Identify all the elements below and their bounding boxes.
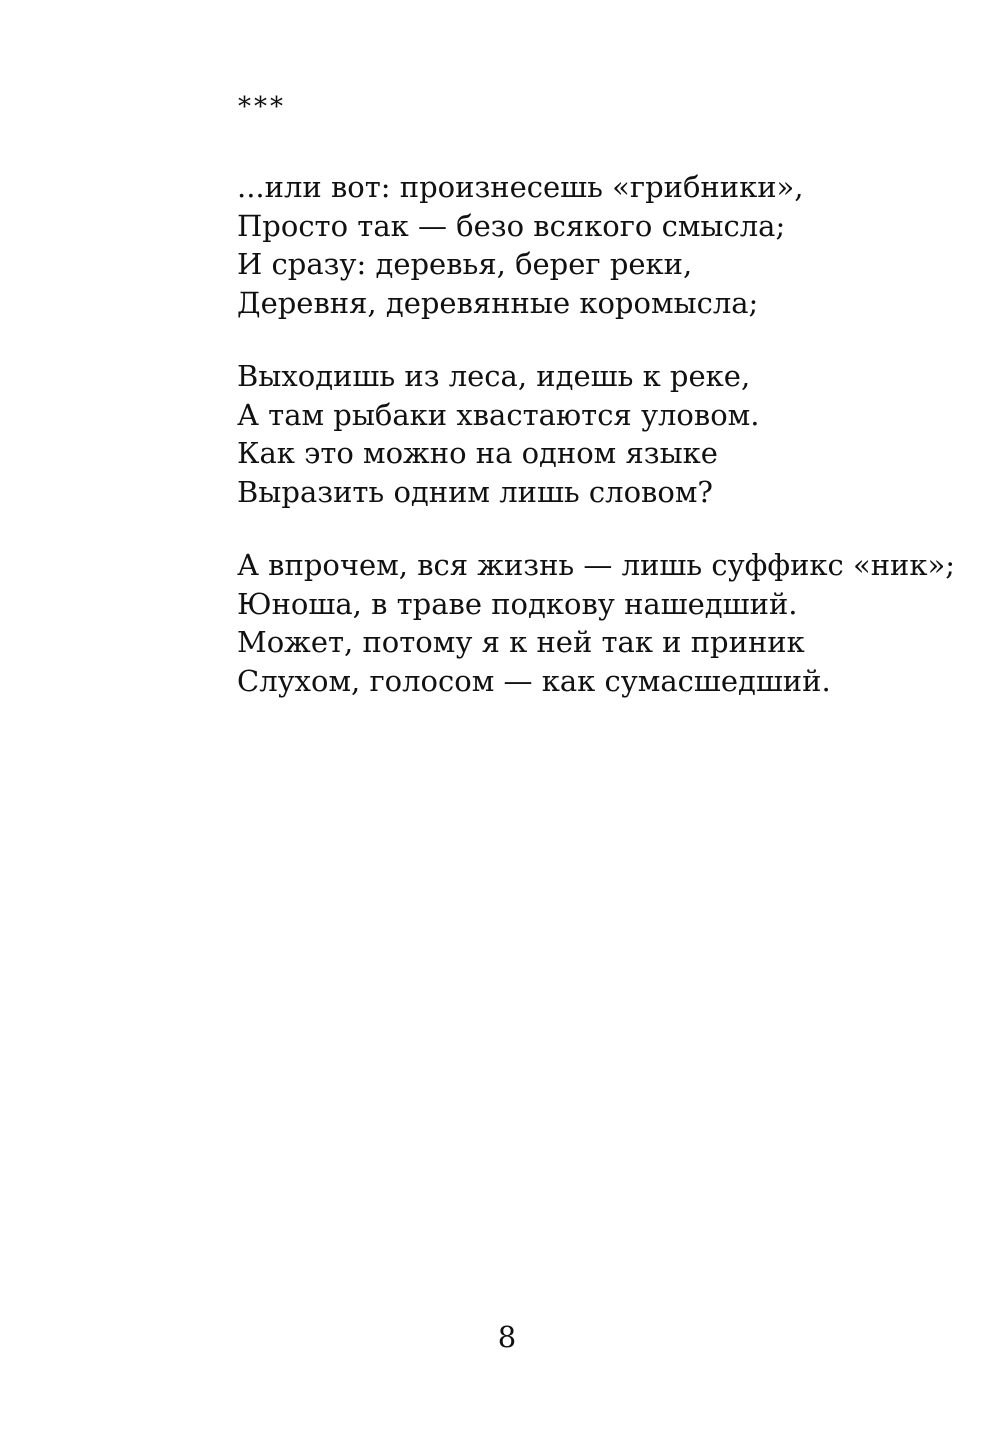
poem-line: Как это можно на одном языке	[237, 436, 718, 470]
poem-body	[237, 168, 977, 735]
poem-line: Выходишь из леса, идешь к реке,	[237, 359, 751, 393]
poem-line: Просто так — безо всякого смысла;	[237, 208, 786, 243]
poem-line: Выразить одним лишь словом?	[237, 474, 713, 509]
poem-line: ...или вот: произнесешь «грибники»,	[237, 170, 804, 204]
page-number: 8	[497, 1320, 517, 1354]
poem-line: И сразу: деревья, берег реки,	[237, 247, 693, 281]
poem-line: Может, потому я к ней так и приник	[237, 625, 805, 659]
stanza-3	[237, 546, 977, 700]
poem-line: А там рыбаки хвастаются уловом.	[237, 397, 760, 432]
poem-line: Слухом, голосом — как сумасшедший.	[237, 663, 831, 698]
poem-line: Деревня, деревянные коромысла;	[237, 285, 759, 320]
stanza-2	[237, 357, 977, 511]
stanza-1	[237, 168, 977, 322]
section-divider-asterisks: ***	[238, 92, 286, 122]
poem-line: А впрочем, вся жизнь — лишь суффикс «ник»;	[237, 548, 956, 582]
poem-line: Юноша, в траве подкову нашедший.	[237, 586, 798, 621]
